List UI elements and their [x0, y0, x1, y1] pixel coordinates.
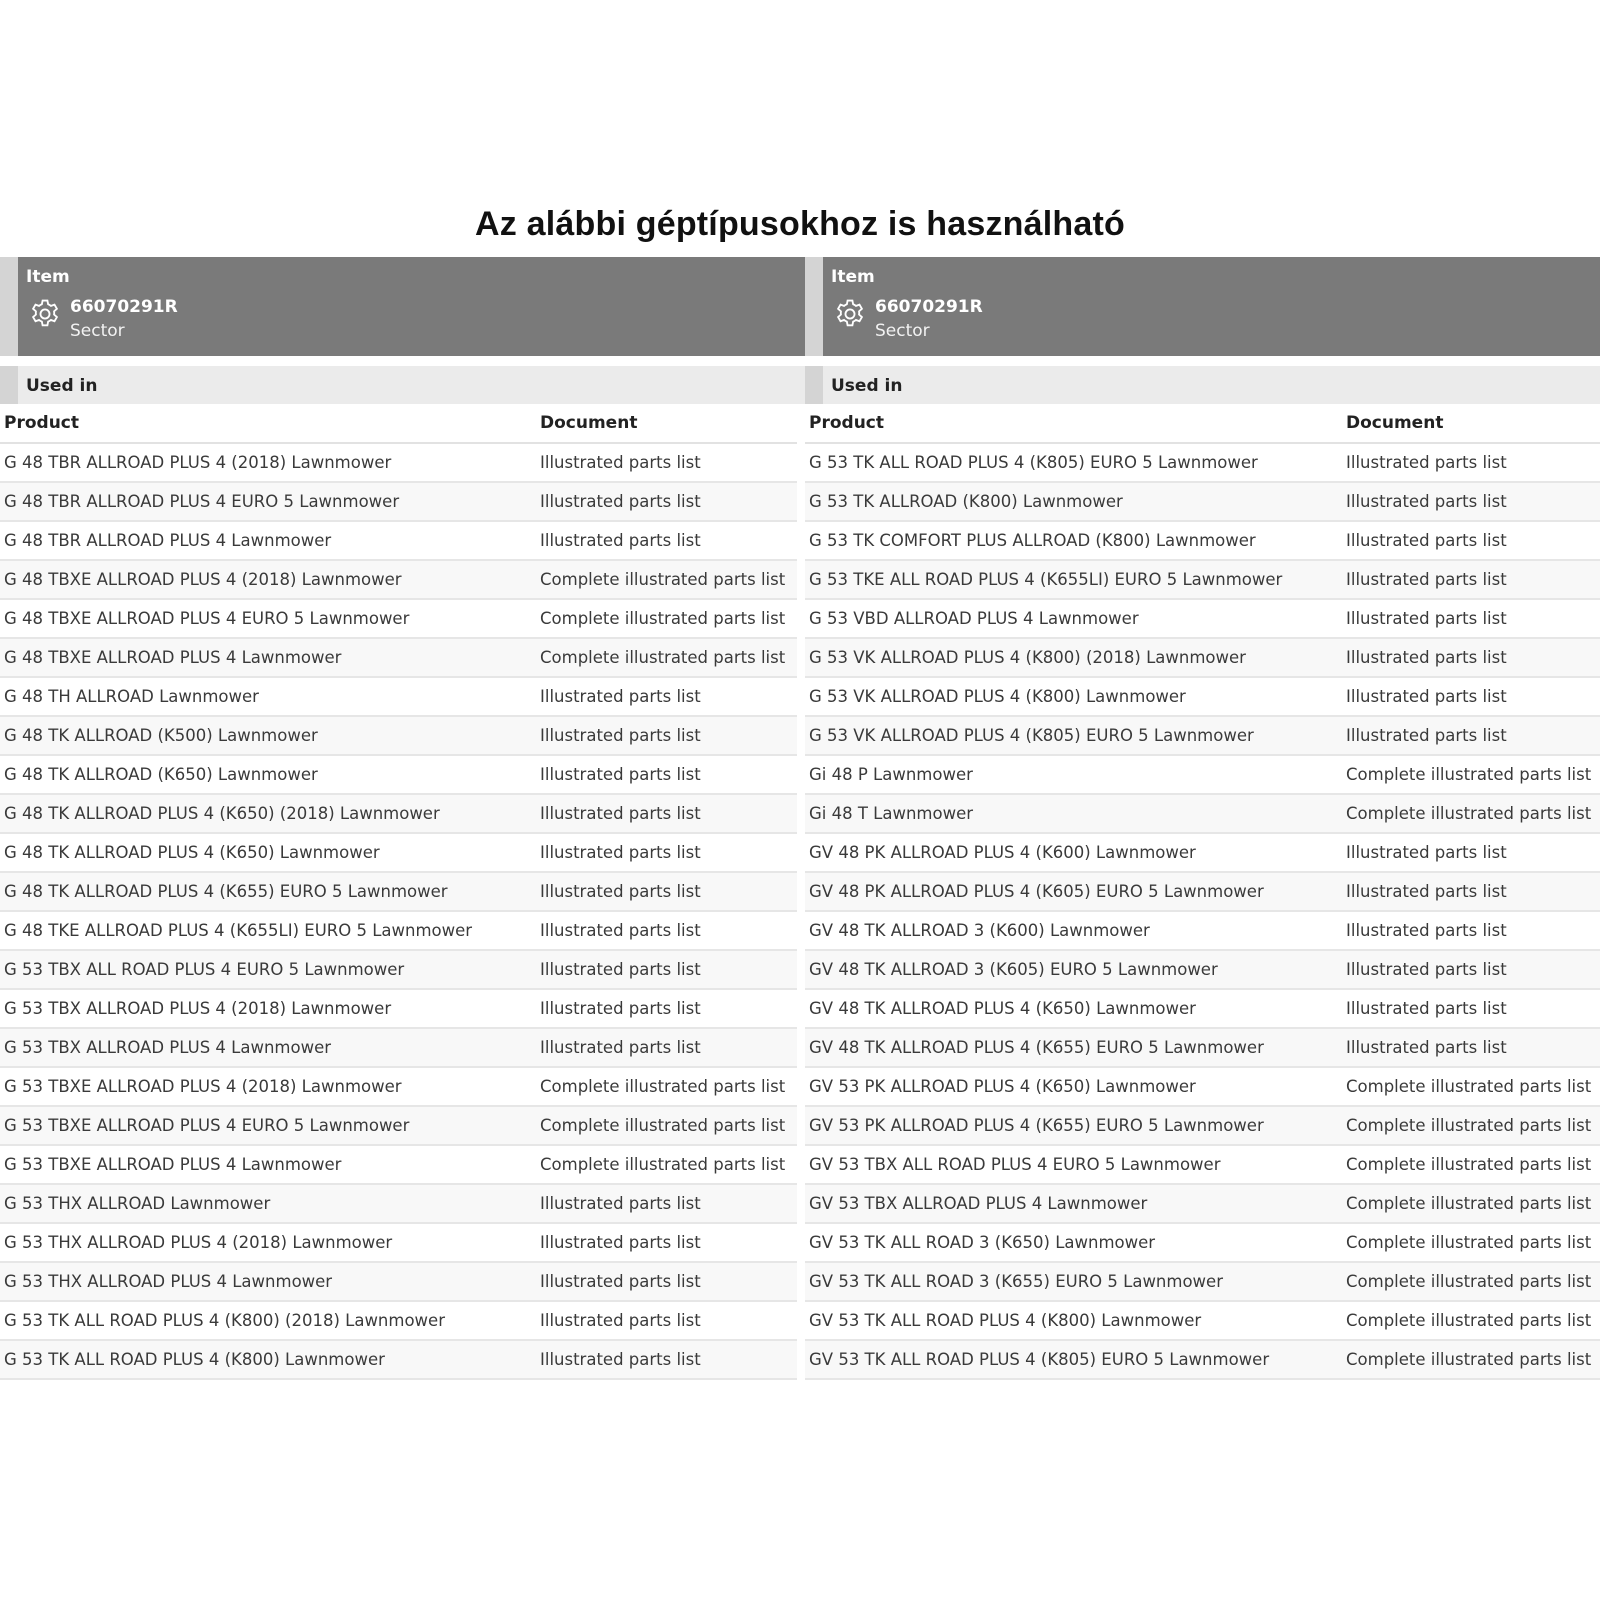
product-cell[interactable]: GV 53 TBX ALL ROAD PLUS 4 EURO 5 Lawnmower [805, 1145, 1342, 1184]
column-header-document[interactable]: Document [536, 404, 797, 443]
table-row[interactable] [805, 1301, 1600, 1340]
product-cell[interactable]: G 53 VK ALLROAD PLUS 4 (K805) EURO 5 Lawnmower [805, 716, 1342, 755]
product-cell[interactable]: G 53 TK ALL ROAD PLUS 4 (K800) (2018) Lawnmower [0, 1301, 536, 1340]
document-cell[interactable]: Illustrated parts list [1342, 599, 1600, 638]
product-cell[interactable]: G 48 TK ALLROAD PLUS 4 (K650) Lawnmower [0, 833, 536, 872]
table-row[interactable] [805, 521, 1600, 560]
table-row[interactable] [0, 1067, 797, 1106]
table-row[interactable] [805, 1145, 1600, 1184]
product-cell[interactable]: G 53 TBX ALLROAD PLUS 4 (2018) Lawnmower [0, 989, 536, 1028]
item-name: Sector [70, 321, 125, 341]
document-cell[interactable]: Illustrated parts list [1342, 638, 1600, 677]
table-row[interactable] [0, 521, 797, 560]
table-row[interactable] [0, 677, 797, 716]
product-cell[interactable]: G 48 TBR ALLROAD PLUS 4 EURO 5 Lawnmower [0, 482, 536, 521]
used-in-label: Used in [26, 376, 98, 396]
product-cell[interactable]: G 53 THX ALLROAD Lawnmower [0, 1184, 536, 1223]
used-in-table [805, 404, 1600, 1380]
product-cell[interactable]: G 48 TBR ALLROAD PLUS 4 (2018) Lawnmower [0, 443, 536, 482]
table-row[interactable] [805, 1184, 1600, 1223]
table-row[interactable] [0, 638, 797, 677]
document-cell[interactable]: Complete illustrated parts list [1342, 1340, 1600, 1379]
document-cell[interactable]: Complete illustrated parts list [1342, 755, 1600, 794]
document-cell[interactable]: Complete illustrated parts list [1342, 1145, 1600, 1184]
document-cell[interactable]: Complete illustrated parts list [536, 560, 797, 599]
document-cell[interactable]: Illustrated parts list [1342, 443, 1600, 482]
column-header-product[interactable]: Product [805, 404, 1342, 443]
table-row[interactable] [805, 911, 1600, 950]
product-cell[interactable]: G 53 TK ALL ROAD PLUS 4 (K800) Lawnmower [0, 1340, 536, 1379]
product-cell[interactable]: G 53 TBXE ALLROAD PLUS 4 (2018) Lawnmower [0, 1067, 536, 1106]
document-cell[interactable]: Complete illustrated parts list [1342, 1301, 1600, 1340]
document-cell[interactable]: Complete illustrated parts list [536, 599, 797, 638]
page-title: Az alábbi géptípusokhoz is használható [475, 205, 1125, 243]
document-cell[interactable]: Illustrated parts list [536, 716, 797, 755]
table-row[interactable] [0, 1223, 797, 1262]
gear-icon [28, 297, 62, 331]
table-row[interactable] [805, 482, 1600, 521]
product-cell[interactable]: G 53 TBX ALL ROAD PLUS 4 EURO 5 Lawnmower [0, 950, 536, 989]
document-cell[interactable]: Complete illustrated parts list [536, 1145, 797, 1184]
product-cell[interactable]: GV 48 TK ALLROAD 3 (K600) Lawnmower [805, 911, 1342, 950]
document-cell[interactable]: Complete illustrated parts list [1342, 1106, 1600, 1145]
product-cell[interactable]: G 53 TBXE ALLROAD PLUS 4 Lawnmower [0, 1145, 536, 1184]
used-in-panel-left [0, 257, 805, 1380]
table-row[interactable] [0, 1262, 797, 1301]
document-cell[interactable]: Illustrated parts list [536, 950, 797, 989]
table-row[interactable] [805, 755, 1600, 794]
item-label: Item [26, 267, 70, 287]
table-row[interactable] [0, 833, 797, 872]
item-label: Item [831, 267, 875, 287]
document-cell[interactable]: Illustrated parts list [536, 1184, 797, 1223]
document-cell[interactable]: Illustrated parts list [536, 443, 797, 482]
document-cell[interactable]: Complete illustrated parts list [536, 1067, 797, 1106]
table-row[interactable] [0, 560, 797, 599]
document-cell[interactable]: Illustrated parts list [536, 989, 797, 1028]
table-row[interactable] [0, 716, 797, 755]
document-cell[interactable]: Illustrated parts list [536, 833, 797, 872]
item-header [18, 257, 805, 356]
product-cell[interactable]: G 48 TBR ALLROAD PLUS 4 Lawnmower [0, 521, 536, 560]
document-cell[interactable]: Illustrated parts list [1342, 950, 1600, 989]
document-cell[interactable]: Illustrated parts list [1342, 872, 1600, 911]
document-cell[interactable]: Illustrated parts list [536, 521, 797, 560]
used-in-panel-right [805, 257, 1600, 1380]
item-header [823, 257, 1600, 356]
table-row[interactable] [805, 443, 1600, 482]
product-cell[interactable]: G 48 TBXE ALLROAD PLUS 4 EURO 5 Lawnmower [0, 599, 536, 638]
table-row[interactable] [0, 1301, 797, 1340]
product-cell[interactable]: G 48 TK ALLROAD (K650) Lawnmower [0, 755, 536, 794]
document-cell[interactable]: Illustrated parts list [536, 1340, 797, 1379]
product-cell[interactable]: G 48 TBXE ALLROAD PLUS 4 (2018) Lawnmower [0, 560, 536, 599]
product-cell[interactable]: G 53 TK COMFORT PLUS ALLROAD (K800) Lawnmower [805, 521, 1342, 560]
document-cell[interactable]: Illustrated parts list [536, 794, 797, 833]
document-cell[interactable]: Illustrated parts list [1342, 482, 1600, 521]
product-cell[interactable]: G 53 TBXE ALLROAD PLUS 4 EURO 5 Lawnmower [0, 1106, 536, 1145]
table-row[interactable] [0, 1184, 797, 1223]
table-row[interactable] [0, 872, 797, 911]
table-row[interactable] [0, 911, 797, 950]
product-cell[interactable]: G 48 TK ALLROAD PLUS 4 (K655) EURO 5 Lawnmower [0, 872, 536, 911]
product-cell[interactable]: G 53 TBX ALLROAD PLUS 4 Lawnmower [0, 1028, 536, 1067]
table-row[interactable] [805, 599, 1600, 638]
table-row[interactable] [805, 1067, 1600, 1106]
table-row[interactable] [805, 794, 1600, 833]
table-row[interactable] [0, 755, 797, 794]
table-row[interactable] [805, 1340, 1600, 1379]
product-cell[interactable]: GV 53 PK ALLROAD PLUS 4 (K650) Lawnmower [805, 1067, 1342, 1106]
item-number: 66070291R [875, 297, 983, 317]
document-cell[interactable]: Illustrated parts list [536, 755, 797, 794]
table-row[interactable] [0, 1028, 797, 1067]
document-cell[interactable]: Illustrated parts list [536, 1223, 797, 1262]
product-cell[interactable]: GV 53 TK ALL ROAD PLUS 4 (K800) Lawnmower [805, 1301, 1342, 1340]
table-row[interactable] [805, 1262, 1600, 1301]
product-cell[interactable]: GV 53 TK ALL ROAD 3 (K650) Lawnmower [805, 1223, 1342, 1262]
document-cell[interactable]: Complete illustrated parts list [1342, 1067, 1600, 1106]
product-cell[interactable]: GV 48 PK ALLROAD PLUS 4 (K600) Lawnmower [805, 833, 1342, 872]
document-cell[interactable]: Illustrated parts list [1342, 560, 1600, 599]
table-header-row [0, 404, 797, 443]
table-row[interactable] [805, 1223, 1600, 1262]
product-cell[interactable]: GV 53 TK ALL ROAD 3 (K655) EURO 5 Lawnmower [805, 1262, 1342, 1301]
table-row[interactable] [805, 1106, 1600, 1145]
product-cell[interactable]: GV 48 TK ALLROAD 3 (K605) EURO 5 Lawnmower [805, 950, 1342, 989]
used-in-table [0, 404, 797, 1380]
document-cell[interactable]: Illustrated parts list [536, 1301, 797, 1340]
document-cell[interactable]: Complete illustrated parts list [1342, 1223, 1600, 1262]
table-row[interactable] [805, 950, 1600, 989]
item-number: 66070291R [70, 297, 178, 317]
table-row[interactable] [805, 872, 1600, 911]
product-cell[interactable]: G 53 VK ALLROAD PLUS 4 (K800) Lawnmower [805, 677, 1342, 716]
table-row[interactable] [0, 794, 797, 833]
product-cell[interactable]: G 53 TKE ALL ROAD PLUS 4 (K655LI) EURO 5 Lawnmower [805, 560, 1342, 599]
document-cell[interactable]: Illustrated parts list [1342, 1028, 1600, 1067]
table-header-row [805, 404, 1600, 443]
used-in-section-header [805, 366, 1600, 404]
table-row[interactable] [0, 482, 797, 521]
table-row[interactable] [805, 989, 1600, 1028]
product-cell[interactable]: GV 53 PK ALLROAD PLUS 4 (K655) EURO 5 Lawnmower [805, 1106, 1342, 1145]
document-cell[interactable]: Illustrated parts list [536, 1262, 797, 1301]
used-in-label: Used in [831, 376, 903, 396]
document-cell[interactable]: Illustrated parts list [536, 872, 797, 911]
product-cell[interactable]: GV 53 TBX ALLROAD PLUS 4 Lawnmower [805, 1184, 1342, 1223]
used-in-section-header [0, 366, 805, 404]
table-row[interactable] [0, 1145, 797, 1184]
product-cell[interactable]: G 48 TKE ALLROAD PLUS 4 (K655LI) EURO 5 Lawnmower [0, 911, 536, 950]
product-cell[interactable]: GV 48 TK ALLROAD PLUS 4 (K650) Lawnmower [805, 989, 1342, 1028]
document-cell[interactable]: Illustrated parts list [536, 1028, 797, 1067]
document-cell[interactable]: Complete illustrated parts list [1342, 1184, 1600, 1223]
product-cell[interactable]: Gi 48 P Lawnmower [805, 755, 1342, 794]
table-row[interactable] [0, 989, 797, 1028]
document-cell[interactable]: Complete illustrated parts list [536, 638, 797, 677]
gear-icon [833, 297, 867, 331]
product-cell[interactable]: G 53 THX ALLROAD PLUS 4 Lawnmower [0, 1262, 536, 1301]
item-name: Sector [875, 321, 930, 341]
table-row[interactable] [805, 1028, 1600, 1067]
document-cell[interactable]: Illustrated parts list [1342, 911, 1600, 950]
table-row[interactable] [0, 1340, 797, 1379]
product-cell[interactable]: Gi 48 T Lawnmower [805, 794, 1342, 833]
product-cell[interactable]: G 53 VK ALLROAD PLUS 4 (K800) (2018) Lawnmower [805, 638, 1342, 677]
table-row[interactable] [805, 560, 1600, 599]
table-row[interactable] [0, 1106, 797, 1145]
document-cell[interactable]: Illustrated parts list [1342, 833, 1600, 872]
table-row[interactable] [805, 833, 1600, 872]
document-cell[interactable]: Illustrated parts list [1342, 521, 1600, 560]
product-cell[interactable]: G 53 TK ALLROAD (K800) Lawnmower [805, 482, 1342, 521]
table-row[interactable] [0, 443, 797, 482]
table-row[interactable] [805, 716, 1600, 755]
table-row[interactable] [0, 950, 797, 989]
product-cell[interactable]: GV 48 TK ALLROAD PLUS 4 (K655) EURO 5 Lawnmower [805, 1028, 1342, 1067]
product-cell[interactable]: G 48 TH ALLROAD Lawnmower [0, 677, 536, 716]
product-cell[interactable]: G 53 VBD ALLROAD PLUS 4 Lawnmower [805, 599, 1342, 638]
document-cell[interactable]: Complete illustrated parts list [536, 1106, 797, 1145]
document-cell[interactable]: Illustrated parts list [536, 677, 797, 716]
product-cell[interactable]: G 53 THX ALLROAD PLUS 4 (2018) Lawnmower [0, 1223, 536, 1262]
product-cell[interactable]: GV 53 TK ALL ROAD PLUS 4 (K805) EURO 5 Lawnmower [805, 1340, 1342, 1379]
product-cell[interactable]: G 53 TK ALL ROAD PLUS 4 (K805) EURO 5 Lawnmower [805, 443, 1342, 482]
document-cell[interactable]: Complete illustrated parts list [1342, 1262, 1600, 1301]
product-cell[interactable]: G 48 TBXE ALLROAD PLUS 4 Lawnmower [0, 638, 536, 677]
document-cell[interactable]: Illustrated parts list [536, 482, 797, 521]
product-cell[interactable]: G 48 TK ALLROAD (K500) Lawnmower [0, 716, 536, 755]
table-row[interactable] [0, 599, 797, 638]
column-header-document[interactable]: Document [1342, 404, 1600, 443]
document-cell[interactable]: Illustrated parts list [1342, 989, 1600, 1028]
document-cell[interactable]: Illustrated parts list [1342, 677, 1600, 716]
table-row[interactable] [805, 638, 1600, 677]
document-cell[interactable]: Complete illustrated parts list [1342, 794, 1600, 833]
document-cell[interactable]: Illustrated parts list [1342, 716, 1600, 755]
product-cell[interactable]: G 48 TK ALLROAD PLUS 4 (K650) (2018) Lawnmower [0, 794, 536, 833]
column-header-product[interactable]: Product [0, 404, 536, 443]
document-cell[interactable]: Illustrated parts list [536, 911, 797, 950]
product-cell[interactable]: GV 48 PK ALLROAD PLUS 4 (K605) EURO 5 Lawnmower [805, 872, 1342, 911]
table-row[interactable] [805, 677, 1600, 716]
